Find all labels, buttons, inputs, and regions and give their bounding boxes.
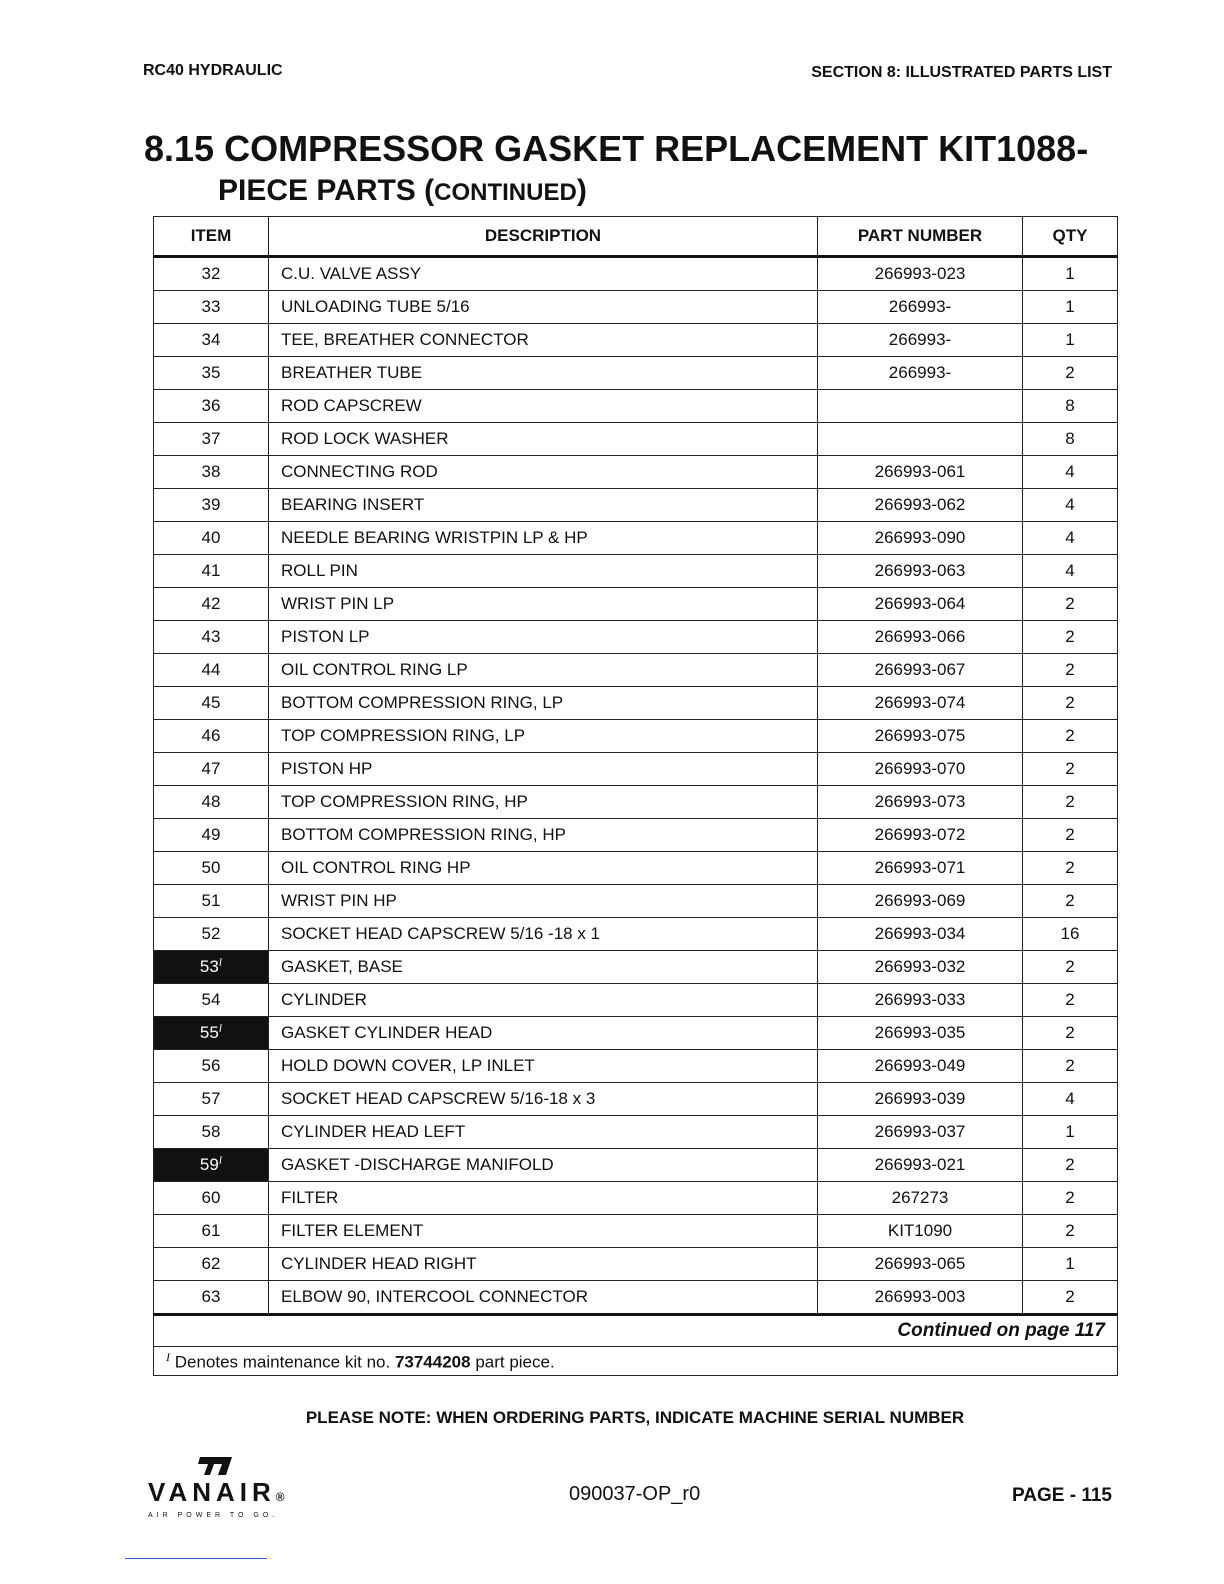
page-number: PAGE - 115 [1012,1485,1112,1506]
table-row [154,1248,1118,1281]
header-section: SECTION 8: ILLUSTRATED PARTS LIST [811,64,1112,81]
qty-cell: 2 [1023,687,1118,720]
footnote-kit-number: 73744208 [394,1352,471,1372]
item-number: 35 [201,363,221,382]
qty-cell: 2 [1023,1050,1118,1083]
item-number: 49 [201,825,221,844]
qty-cell: 4 [1023,522,1118,555]
part-number-cell: 266993- [818,357,1023,390]
part-number-cell: 266993-064 [818,588,1023,621]
item-cell [154,324,269,357]
qty-cell: 16 [1023,918,1118,951]
description-cell: CYLINDER HEAD LEFT [269,1116,818,1149]
part-number-cell: 266993-065 [818,1248,1023,1281]
item-cell [154,489,269,522]
item-number: 36 [201,396,221,415]
table-row [154,918,1118,951]
description-cell: GASKET -DISCHARGE MANIFOLD [269,1149,818,1182]
item-cell [154,720,269,753]
description-cell: PISTON HP [269,753,818,786]
title-line-2-main: PIECE PARTS ( [218,174,435,207]
item-number: 63 [201,1287,221,1306]
vanair-logo [148,1455,318,1519]
qty-cell: 2 [1023,852,1118,885]
item-cell [154,423,269,456]
qty-cell: 2 [1023,753,1118,786]
table-row [154,555,1118,588]
item-number: 33 [201,297,221,316]
item-number: 55 [199,1023,219,1042]
item-number: 47 [201,759,221,778]
table-row [154,753,1118,786]
part-number-cell: KIT1090 [818,1215,1023,1248]
qty-cell: 4 [1023,555,1118,588]
qty-cell: 1 [1023,291,1118,324]
part-number-cell: 266993-073 [818,786,1023,819]
qty-cell: 2 [1023,1017,1118,1050]
item-number: 57 [201,1089,221,1108]
table-row [154,324,1118,357]
item-number: 42 [201,594,221,613]
part-number-cell: 266993-070 [818,753,1023,786]
table-row [154,786,1118,819]
part-number-cell: 266993-072 [818,819,1023,852]
description-cell: SOCKET HEAD CAPSCREW 5/16-18 x 3 [269,1083,818,1116]
item-cell [154,1050,269,1083]
description-cell: TEE, BREATHER CONNECTOR [269,324,818,357]
document-number: 090037-OP_r0 [569,1483,701,1505]
description-cell: TOP COMPRESSION RING, LP [269,720,818,753]
description-cell: ELBOW 90, INTERCOOL CONNECTOR [269,1281,818,1315]
item-number: 44 [201,660,221,679]
item-cell [154,951,269,984]
description-cell: ROD LOCK WASHER [269,423,818,456]
description-cell: BREATHER TUBE [269,357,818,390]
item-cell [154,786,269,819]
part-number-cell: 266993- [818,291,1023,324]
qty-cell: 2 [1023,720,1118,753]
item-cell [154,852,269,885]
description-cell: NEEDLE BEARING WRISTPIN LP & HP [269,522,818,555]
item-number: 52 [201,924,221,943]
qty-cell: 2 [1023,1215,1118,1248]
parts-table [153,216,1118,1376]
part-number-cell: 266993-069 [818,885,1023,918]
table-row [154,423,1118,456]
col-part-number-header: PART NUMBER [818,217,1023,257]
table-row [154,1050,1118,1083]
part-number-cell: 266993-071 [818,852,1023,885]
qty-cell: 1 [1023,257,1118,291]
item-cell [154,984,269,1017]
description-cell: FILTER ELEMENT [269,1215,818,1248]
part-number-cell: 266993-032 [818,951,1023,984]
item-cell [154,918,269,951]
title-line-1: 8.15 COMPRESSOR GASKET REPLACEMENT KIT1088- [144,128,1089,169]
part-number-cell: 266993-035 [818,1017,1023,1050]
part-number-cell: 266993-061 [818,456,1023,489]
table-row [154,687,1118,720]
item-number: 38 [201,462,221,481]
description-cell: SOCKET HEAD CAPSCREW 5/16 -18 x 1 [269,918,818,951]
description-cell: BOTTOM COMPRESSION RING, LP [269,687,818,720]
description-cell: ROD CAPSCREW [269,390,818,423]
item-cell [154,654,269,687]
continued-row [154,1315,1118,1347]
qty-cell: 2 [1023,357,1118,390]
part-number-cell: 266993-062 [818,489,1023,522]
kit-marker: I [218,957,223,969]
description-cell: GASKET CYLINDER HEAD [269,1017,818,1050]
qty-cell: 2 [1023,1182,1118,1215]
description-cell: OIL CONTROL RING HP [269,852,818,885]
item-number: 59 [199,1155,219,1174]
table-row [154,951,1118,984]
item-cell [154,687,269,720]
item-cell [154,555,269,588]
part-number-cell [818,423,1023,456]
qty-cell: 2 [1023,621,1118,654]
qty-cell: 2 [1023,1149,1118,1182]
parts-table-header [154,217,1118,257]
item-number: 37 [201,429,221,448]
item-number: 45 [201,693,221,712]
item-cell [154,885,269,918]
footnote [154,1347,1118,1376]
table-row [154,522,1118,555]
item-number: 39 [201,495,221,514]
part-number-cell: 266993-003 [818,1281,1023,1315]
table-row [154,984,1118,1017]
item-cell [154,819,269,852]
item-cell [154,1281,269,1315]
footnote-prefix: Denotes maintenance kit no. [174,1352,391,1372]
description-cell: PISTON LP [269,621,818,654]
table-row [154,1182,1118,1215]
title-continued: CONTINUED [434,179,577,206]
item-number: 41 [201,561,221,580]
qty-cell: 2 [1023,819,1118,852]
item-cell [154,621,269,654]
footnote-marker: I [166,1349,170,1364]
table-row [154,257,1118,291]
table-row [154,390,1118,423]
item-cell [154,257,269,291]
item-cell [154,1017,269,1050]
part-number-cell: 266993- [818,324,1023,357]
bottom-divider [125,1558,267,1559]
description-cell: C.U. VALVE ASSY [269,257,818,291]
item-cell [154,456,269,489]
qty-cell: 4 [1023,1083,1118,1116]
item-cell [154,1182,269,1215]
table-row [154,621,1118,654]
part-number-cell: 266993-067 [818,654,1023,687]
description-cell: ROLL PIN [269,555,818,588]
col-item-header: ITEM [154,217,269,257]
item-cell [154,357,269,390]
item-cell [154,1248,269,1281]
qty-cell: 2 [1023,984,1118,1017]
logo-tagline: AIR POWER TO GO. [148,1512,279,1519]
description-cell: GASKET, BASE [269,951,818,984]
description-cell: HOLD DOWN COVER, LP INLET [269,1050,818,1083]
part-number-cell: 266993-037 [818,1116,1023,1149]
item-number: 51 [201,891,221,910]
part-number-cell: 266993-063 [818,555,1023,588]
ordering-note: PLEASE NOTE: WHEN ORDERING PARTS, INDICATE MACHINE SERIAL NUMBER [305,1408,965,1427]
item-cell [154,588,269,621]
col-description-header: DESCRIPTION [269,217,818,257]
item-number: 60 [201,1188,221,1207]
table-row [154,1116,1118,1149]
table-row [154,720,1118,753]
qty-cell: 4 [1023,456,1118,489]
part-number-cell: 267273 [818,1182,1023,1215]
item-number: 62 [201,1254,221,1273]
item-number: 46 [201,726,221,745]
qty-cell: 2 [1023,951,1118,984]
item-number: 53 [199,957,219,976]
item-cell [154,390,269,423]
table-row [154,654,1118,687]
qty-cell: 1 [1023,1116,1118,1149]
part-number-cell: 266993-049 [818,1050,1023,1083]
description-cell: FILTER [269,1182,818,1215]
item-number: 40 [201,528,221,547]
qty-cell: 2 [1023,1281,1118,1315]
description-cell: WRIST PIN LP [269,588,818,621]
logo-name: VANAIR [148,1477,276,1507]
kit-marker: I [218,1155,223,1167]
table-row [154,489,1118,522]
description-cell: TOP COMPRESSION RING, HP [269,786,818,819]
part-number-cell: 266993-074 [818,687,1023,720]
page-title [144,128,1144,214]
logo-registered: ® [275,1490,285,1504]
part-number-cell: 266993-033 [818,984,1023,1017]
footnote-suffix: part piece. [475,1352,555,1372]
item-cell [154,753,269,786]
item-cell [154,1116,269,1149]
vanair-logo-icon [196,1455,236,1477]
part-number-cell: 266993-039 [818,1083,1023,1116]
description-cell: CYLINDER [269,984,818,1017]
table-row [154,1017,1118,1050]
title-line-2 [144,170,1144,214]
continued-text: Continued on page 117 [154,1315,1118,1347]
item-number: 58 [201,1122,221,1141]
table-row [154,1281,1118,1315]
qty-cell: 8 [1023,390,1118,423]
qty-cell: 8 [1023,423,1118,456]
item-cell [154,1149,269,1182]
parts-table-body [154,257,1118,1315]
header-product: RC40 HYDRAULIC [143,62,283,79]
item-number: 32 [201,264,221,283]
table-row [154,1149,1118,1182]
qty-cell: 2 [1023,786,1118,819]
table-row [154,588,1118,621]
description-cell: CONNECTING ROD [269,456,818,489]
table-row [154,819,1118,852]
item-number: 56 [201,1056,221,1075]
table-row [154,1083,1118,1116]
item-number: 48 [201,792,221,811]
description-cell: OIL CONTROL RING LP [269,654,818,687]
description-cell: WRIST PIN HP [269,885,818,918]
table-row [154,456,1118,489]
part-number-cell: 266993-066 [818,621,1023,654]
table-row [154,852,1118,885]
description-cell: CYLINDER HEAD RIGHT [269,1248,818,1281]
qty-cell: 1 [1023,1248,1118,1281]
logo-name-wrap [148,1477,318,1512]
part-number-cell: 266993-090 [818,522,1023,555]
part-number-cell: 266993-021 [818,1149,1023,1182]
footnote-row [154,1347,1118,1376]
table-row [154,885,1118,918]
description-cell: BEARING INSERT [269,489,818,522]
table-row [154,291,1118,324]
item-number: 54 [201,990,221,1009]
part-number-cell [818,390,1023,423]
item-number: 43 [201,627,221,646]
item-number: 50 [201,858,221,877]
part-number-cell: 266993-023 [818,257,1023,291]
item-cell [154,1215,269,1248]
qty-cell: 2 [1023,885,1118,918]
qty-cell: 4 [1023,489,1118,522]
part-number-cell: 266993-075 [818,720,1023,753]
item-cell [154,522,269,555]
qty-cell: 2 [1023,588,1118,621]
kit-marker: I [218,1023,223,1035]
title-line-2-end: ) [576,174,587,207]
description-cell: BOTTOM COMPRESSION RING, HP [269,819,818,852]
qty-cell: 2 [1023,654,1118,687]
table-row [154,1215,1118,1248]
description-cell: UNLOADING TUBE 5/16 [269,291,818,324]
part-number-cell: 266993-034 [818,918,1023,951]
table-row [154,357,1118,390]
item-number: 34 [201,330,221,349]
qty-cell: 1 [1023,324,1118,357]
col-qty-header: QTY [1023,217,1118,257]
item-cell [154,291,269,324]
item-cell [154,1083,269,1116]
item-number: 61 [201,1221,221,1240]
